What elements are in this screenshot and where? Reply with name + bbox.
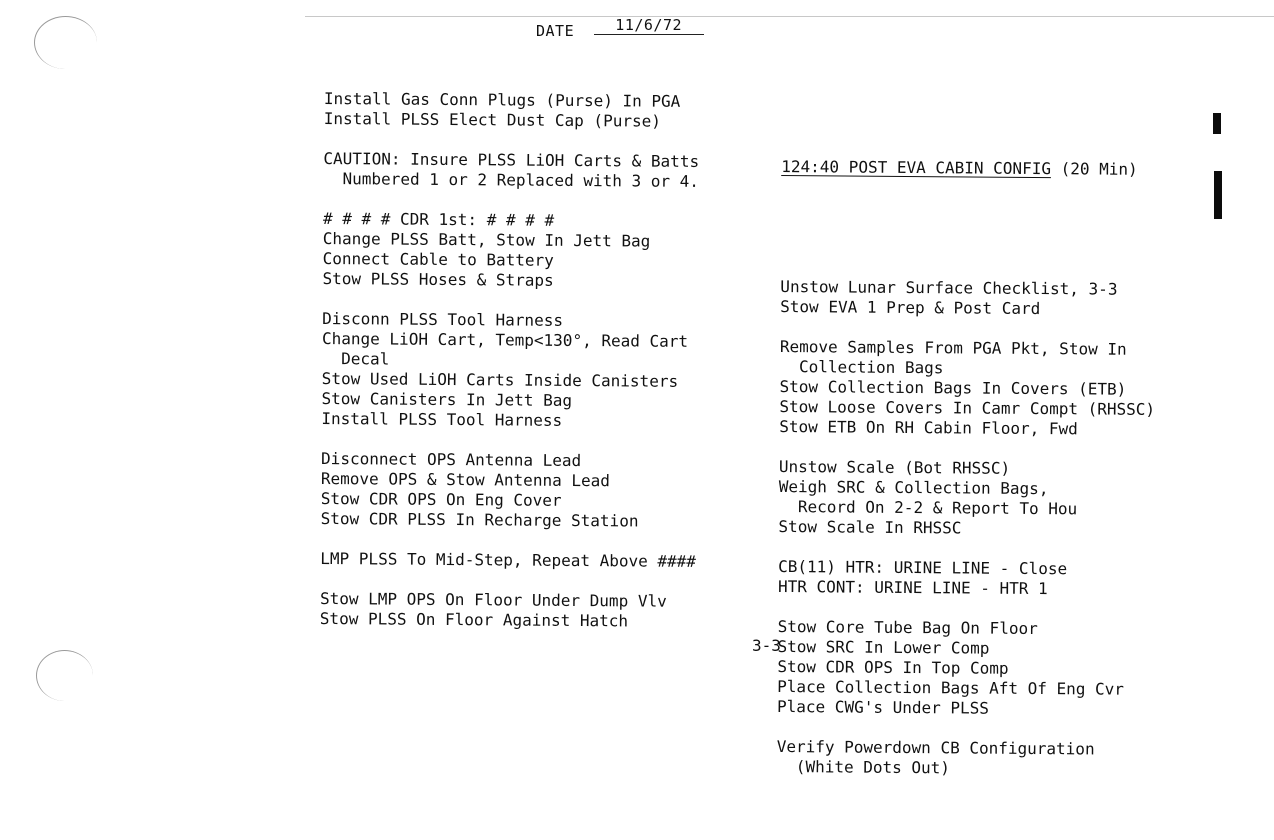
step-line: Numbered 1 or 2 Replaced with 3 or 4.	[323, 168, 700, 191]
step-block	[323, 149, 699, 192]
page-number: 3-3	[752, 636, 781, 655]
step-line: Remove OPS & Stow Antenna Lead	[320, 468, 610, 491]
section-header	[781, 117, 1157, 220]
step-line: Stow PLSS On Floor Against Hatch	[319, 608, 629, 631]
step-line: Stow Canisters In Jett Bag	[321, 388, 573, 410]
step-line: Stow CDR PLSS In Recharge Station	[320, 508, 639, 531]
top-edge-rule	[305, 16, 1274, 17]
step-line: HTR CONT: URINE LINE - HTR 1	[777, 576, 1048, 599]
step-line: Change LiOH Cart, Temp<130°, Read Cart	[321, 328, 689, 351]
step-line: Collection Bags	[779, 356, 944, 378]
step-block	[320, 589, 696, 632]
step-line: Place CWG's Under PLSS	[776, 696, 990, 718]
step-line: Stow Scale In RHSSC	[778, 516, 962, 538]
step-block	[322, 209, 698, 292]
step-line: Stow PLSS Hoses & Straps	[322, 268, 554, 290]
step-line: Disconnect OPS Antenna Lead	[321, 448, 582, 471]
step-block	[324, 89, 700, 132]
date-line	[536, 16, 704, 41]
step-line: Stow CDR OPS In Top Comp	[777, 656, 1009, 678]
step-line: # # # # CDR 1st: # # # #	[322, 208, 555, 230]
change-bar	[1214, 171, 1222, 219]
step-line: Unstow Scale (Bot RHSSC)	[778, 456, 1011, 478]
step-line: Record On 2-2 & Report To Hou	[778, 496, 1078, 519]
section-title-line	[781, 157, 1157, 180]
right-blocks	[777, 277, 1157, 780]
binder-hole-top	[34, 16, 97, 69]
step-block	[778, 457, 1154, 540]
step-line: Install PLSS Tool Harness	[321, 408, 563, 430]
date-value: 11/6/72	[594, 16, 704, 35]
step-line: Weigh SRC & Collection Bags,	[778, 476, 1049, 499]
step-line: Decal	[321, 348, 390, 369]
step-line: Install PLSS Elect Dust Cap (Purse)	[323, 108, 661, 131]
right-column	[776, 77, 1158, 840]
step-line: Stow CDR OPS On Eng Cover	[320, 488, 562, 510]
step-line: Install Gas Conn Plugs (Purse) In PGA	[323, 89, 681, 111]
step-line: Stow LMP OPS On Floor Under Dump Vlv	[319, 588, 667, 611]
step-line: Stow Core Tube Bag On Floor	[777, 616, 1038, 639]
step-block	[320, 549, 696, 572]
step-line: Stow Loose Covers In Camr Compt (RHSSC)	[779, 396, 1156, 419]
step-line: (White Dots Out)	[776, 756, 951, 778]
step-block	[777, 617, 1153, 720]
step-line: Connect Cable to Battery	[322, 248, 554, 270]
step-block	[779, 337, 1155, 440]
step-line: Stow SRC In Lower Comp	[777, 636, 990, 658]
step-line: Stow EVA 1 Prep & Post Card	[780, 296, 1041, 319]
step-line: Stow Collection Bags In Covers (ETB)	[779, 376, 1127, 399]
step-block	[780, 277, 1156, 320]
step-line: Unstow Lunar Surface Checklist, 3-3	[780, 276, 1118, 299]
step-line: Stow Used LiOH Carts Inside Canisters	[321, 368, 679, 391]
step-block	[321, 449, 697, 532]
step-line: Place Collection Bags Aft Of Eng Cvr	[777, 676, 1125, 699]
section-title: 124:40 POST EVA CABIN CONFIG	[781, 156, 1052, 179]
change-bar	[1213, 113, 1221, 134]
step-line: Change PLSS Batt, Stow In Jett Bag	[322, 228, 651, 251]
step-block	[321, 309, 698, 432]
step-line: LMP PLSS To Mid-Step, Repeat Above ####	[320, 548, 697, 571]
step-line: CAUTION: Insure PLSS LiOH Carts & Batts	[323, 148, 700, 171]
section-duration: (20 Min)	[1060, 159, 1138, 179]
step-line: Stow ETB On RH Cabin Floor, Fwd	[779, 416, 1078, 439]
binder-hole-bottom	[36, 650, 93, 701]
step-block	[777, 737, 1153, 780]
step-line: Remove Samples From PGA Pkt, Stow In	[779, 336, 1127, 359]
left-column	[320, 89, 700, 652]
date-label: DATE	[536, 22, 575, 40]
step-block	[778, 557, 1154, 600]
step-line: Verify Powerdown CB Configuration	[776, 736, 1095, 759]
step-line: Disconn PLSS Tool Harness	[322, 308, 564, 330]
step-line: CB(11) HTR: URINE LINE - Close	[778, 556, 1068, 579]
